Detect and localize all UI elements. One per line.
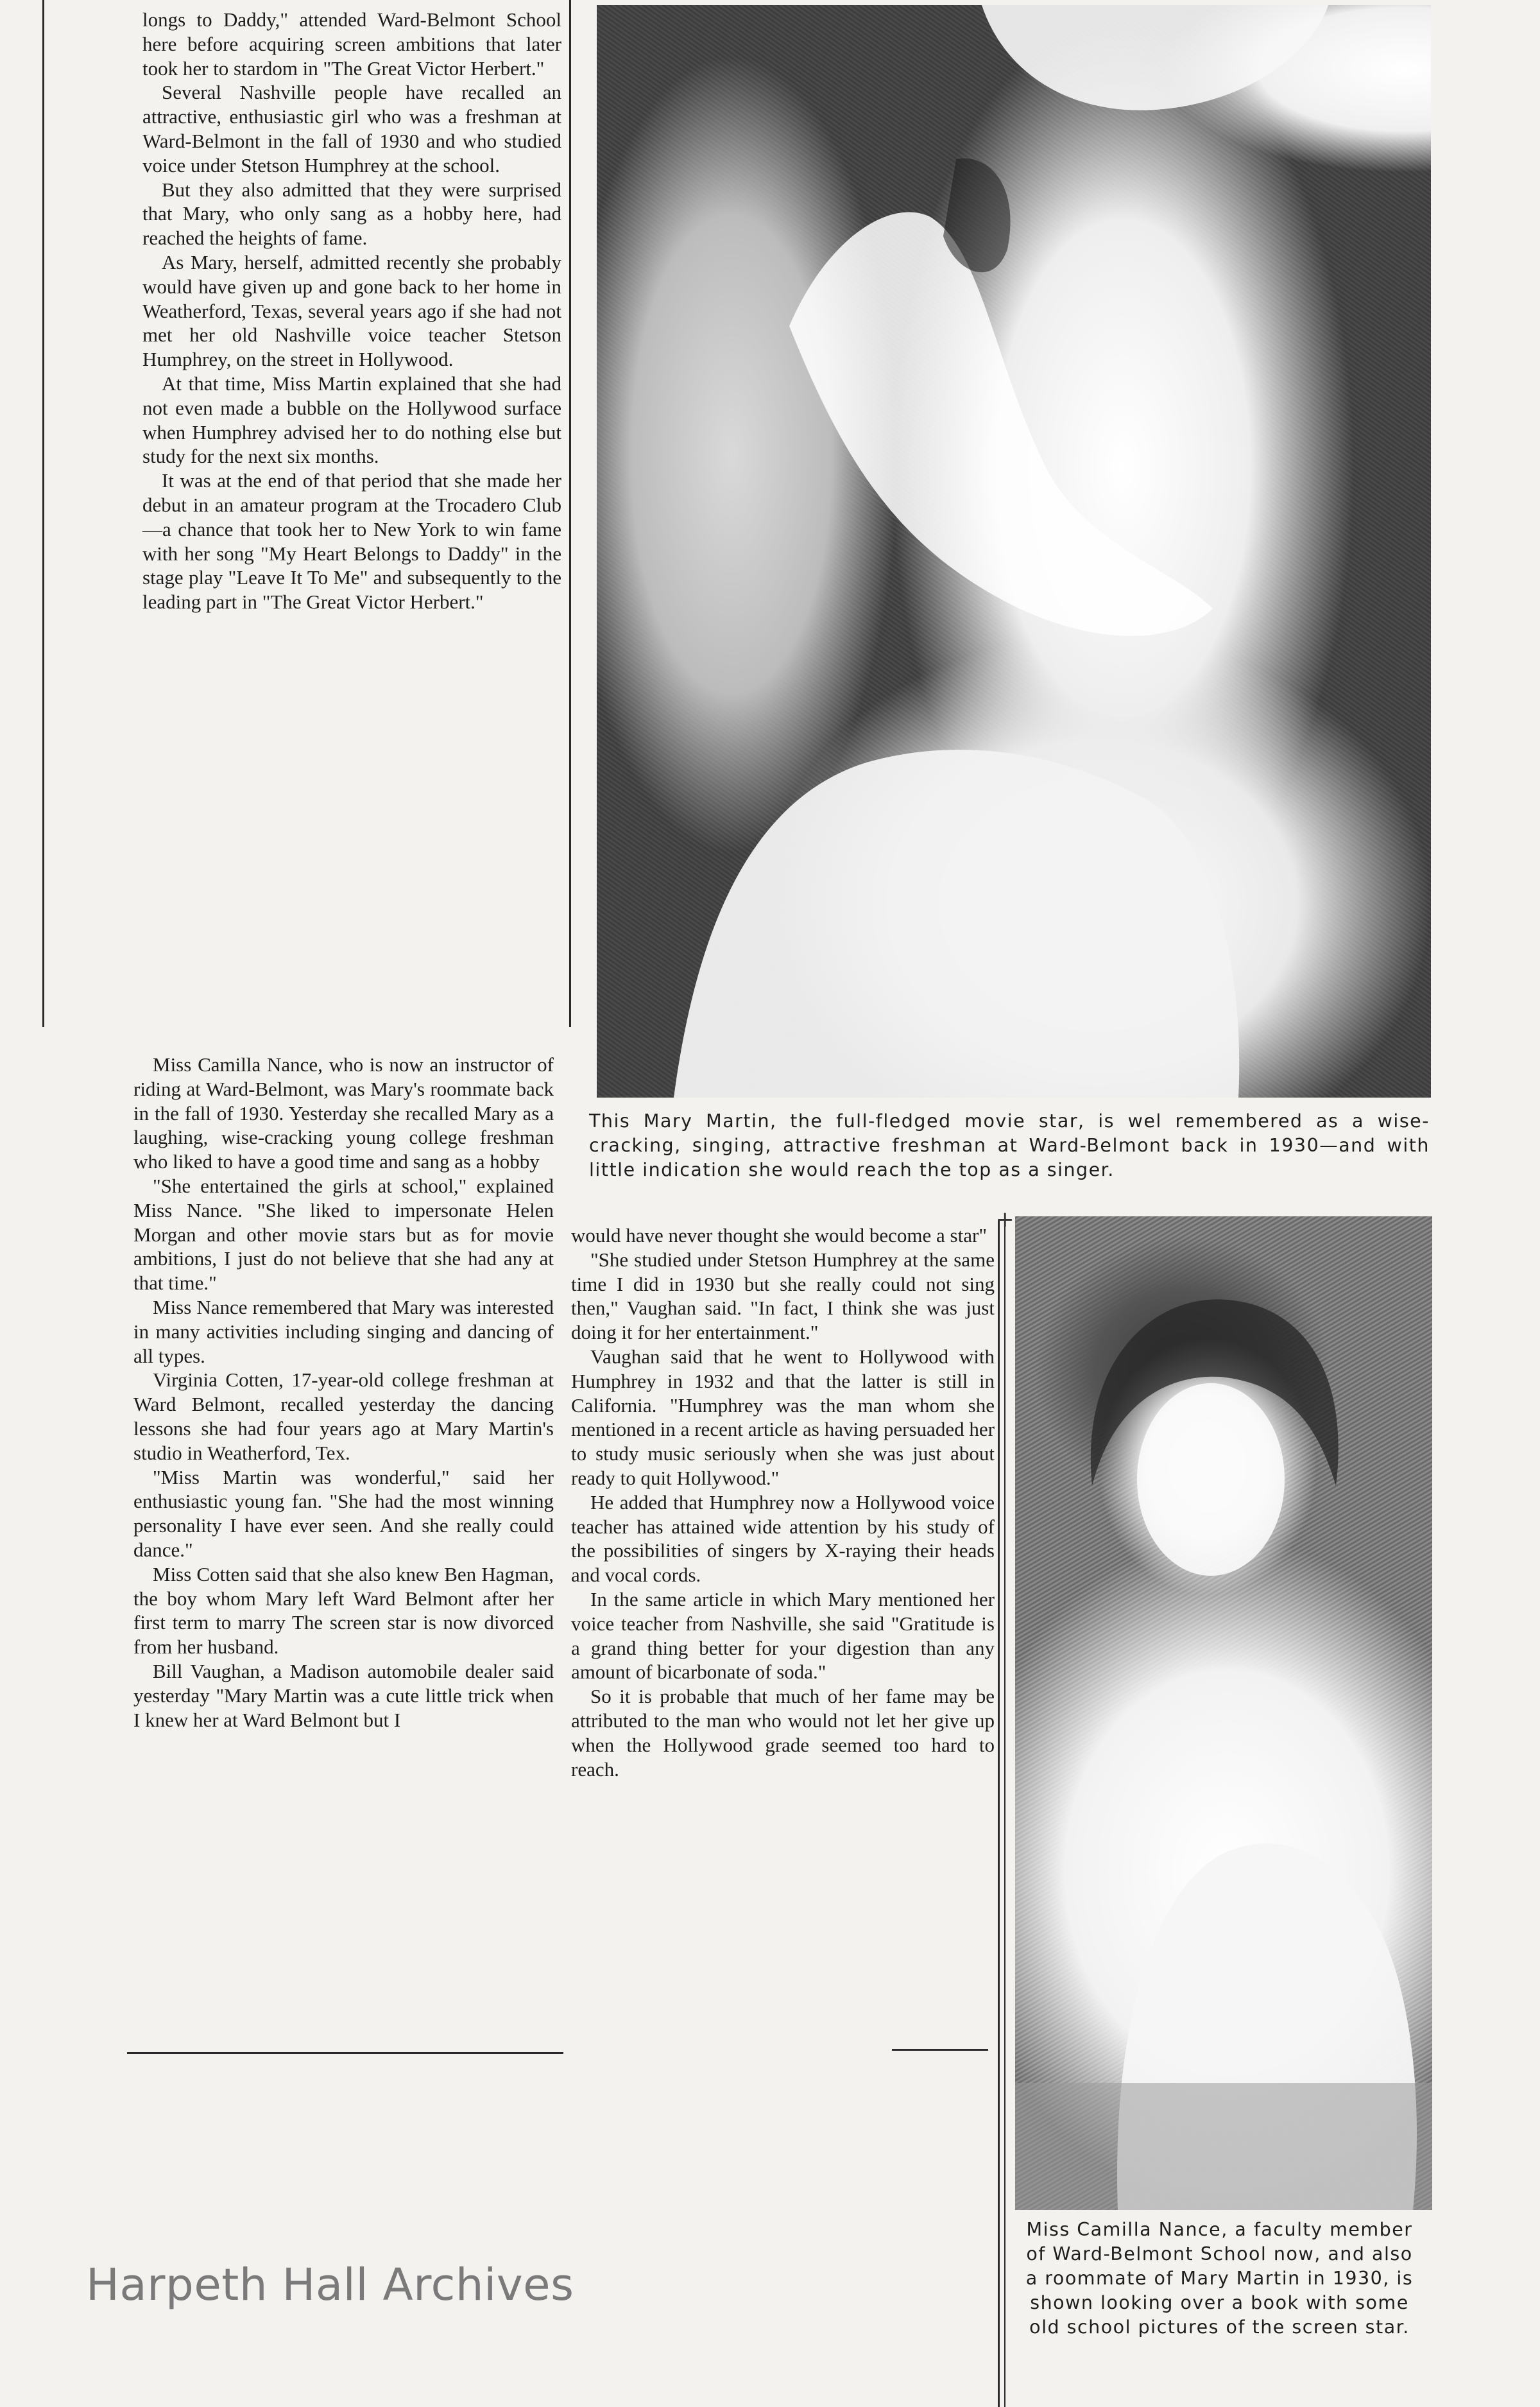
column3-right-rule	[998, 1220, 1000, 2407]
mary-martin-photo	[597, 5, 1431, 1098]
paragraph: "Miss Martin was wonderful," said her enthusiastic young fan. "She had the most winning personality I have ever seen. And she really could dance."	[133, 1465, 554, 1561]
paragraph: Several Nashville people have recalled an attractive, enthusiastic girl who was a freshman at Ward-Belmont in the fall of 1930 and who studied voice under Stetson Humphrey at the school.	[142, 81, 561, 177]
paragraph: As Mary, herself, admitted recently she probably would have given up and gone back to her home in Weatherford, Texas, several years ago if she had not met her old Nashville voice teacher Stetson Humphrey, on the street in Hollywood.	[142, 250, 561, 371]
camilla-nance-photo-caption: Miss Camilla Nance, a faculty member of Ward-Belmont School now, and also a roommate of Mary Martin in 1930, is shown looking over a book with some old school pictures of the screen star.	[1025, 2219, 1414, 2338]
paragraph: Vaughan said that he went to Hollywood with Humphrey in 1932 and that the latter is still in California. "Humphrey was the man whom she mentioned in a recent article as having persuaded her to study music seriously when she was just about ready to quit Hollywood."	[571, 1345, 995, 1489]
paragraph: Bill Vaughan, a Madison automobile dealer said yesterday "Mary Martin was a cute little trick when I knew her at Ward Belmont but I	[133, 1659, 554, 1731]
paragraph: longs to Daddy," attended Ward-Belmont School here before acquiring screen ambitions that later took her to stardom in "The Great Victor Herbert."	[142, 8, 561, 80]
mary-martin-photo-caption: This Mary Martin, the full-fledged movie star, is wel remembered as a wise-cracking, singing, attractive freshman at Ward-Belmont back in 1930—and with little indication she would reach the top as a singer.	[589, 1110, 1430, 1180]
paragraph: "She entertained the girls at school," explained Miss Nance. "She liked to impersonate Helen Morgan and other movie stars but as for movie ambitions, I just do not believe that she had any at that time."	[133, 1174, 554, 1295]
paragraph: In the same article in which Mary mentioned her voice teacher from Nashville, she said "Gratitude is a grand thing better for your digestion than any amount of bicarbonate of soda."	[571, 1587, 995, 1684]
photo2-left-rule	[1004, 1216, 1005, 2407]
left-margin-rule	[42, 0, 44, 1027]
paragraph: So it is probable that much of her fame may be attributed to the man who would not let her give up when the Hollywood grade seemed too hard to reach.	[571, 1685, 995, 1781]
mary-martin-photo-figure	[597, 5, 1431, 1098]
paragraph: Miss Cotten said that she also knew Ben Hagman, the boy whom Mary left Ward Belmont after her first term to marry The screen star is now divorced from her husband.	[133, 1562, 554, 1659]
article-column-1	[142, 8, 561, 614]
paragraph: It was at the end of that period that she made her debut in an amateur program at the Trocadero Club—a chance that took her to New York to win fame with her song "My Heart Belongs to Daddy" in the stage play "Leave It To Me" and subsequently to the leading part in "The Great Victor Herbert."	[142, 469, 561, 614]
paragraph: He added that Humphrey now a Hollywood voice teacher has attained wide attention by his study of the possibilities of singers by X-raying their heads and vocal cords.	[571, 1490, 995, 1587]
column2-bottom-rule	[127, 2052, 563, 2054]
column1-right-rule	[569, 0, 571, 1027]
paragraph: "She studied under Stetson Humphrey at the same time I did in 1930 but she really could not sing then," Vaughan said. "In fact, I think she was just doing it for her entertainment."	[571, 1248, 995, 1344]
paragraph: But they also admitted that they were surprised that Mary, who only sang as a hobby here, had reached the heights of fame.	[142, 178, 561, 250]
archive-watermark: Harpeth Hall Archives	[86, 2259, 574, 2311]
article-column-2	[133, 1053, 554, 1732]
camilla-nance-photo-figure	[1015, 1216, 1432, 2210]
paragraph: Miss Camilla Nance, who is now an instructor of riding at Ward-Belmont, was Mary's roommate back in the fall of 1930. Yesterday she recalled Mary as a laughing, wise-cracking young college freshman who liked to have a good time and sang as a hobby	[133, 1053, 554, 1173]
paragraph: would have never thought she would become a star"	[571, 1224, 987, 1247]
cross-mark: +	[996, 1207, 1014, 1232]
paragraph: Miss Nance remembered that Mary was interested in many activities including singing and dancing of all types.	[133, 1295, 554, 1367]
paragraph: Virginia Cotten, 17-year-old college freshman at Ward Belmont, recalled yesterday the dancing lessons she had four years ago at Mary Martin's studio in Weatherford, Tex.	[133, 1368, 554, 1464]
camilla-nance-photo	[1015, 1216, 1432, 2210]
article-column-3	[571, 1223, 995, 1781]
column3-bottom-rule	[892, 2049, 988, 2051]
paragraph: At that time, Miss Martin explained that she had not even made a bubble on the Hollywood surface when Humphrey advised her to do nothing else but study for the next six months.	[142, 372, 561, 468]
